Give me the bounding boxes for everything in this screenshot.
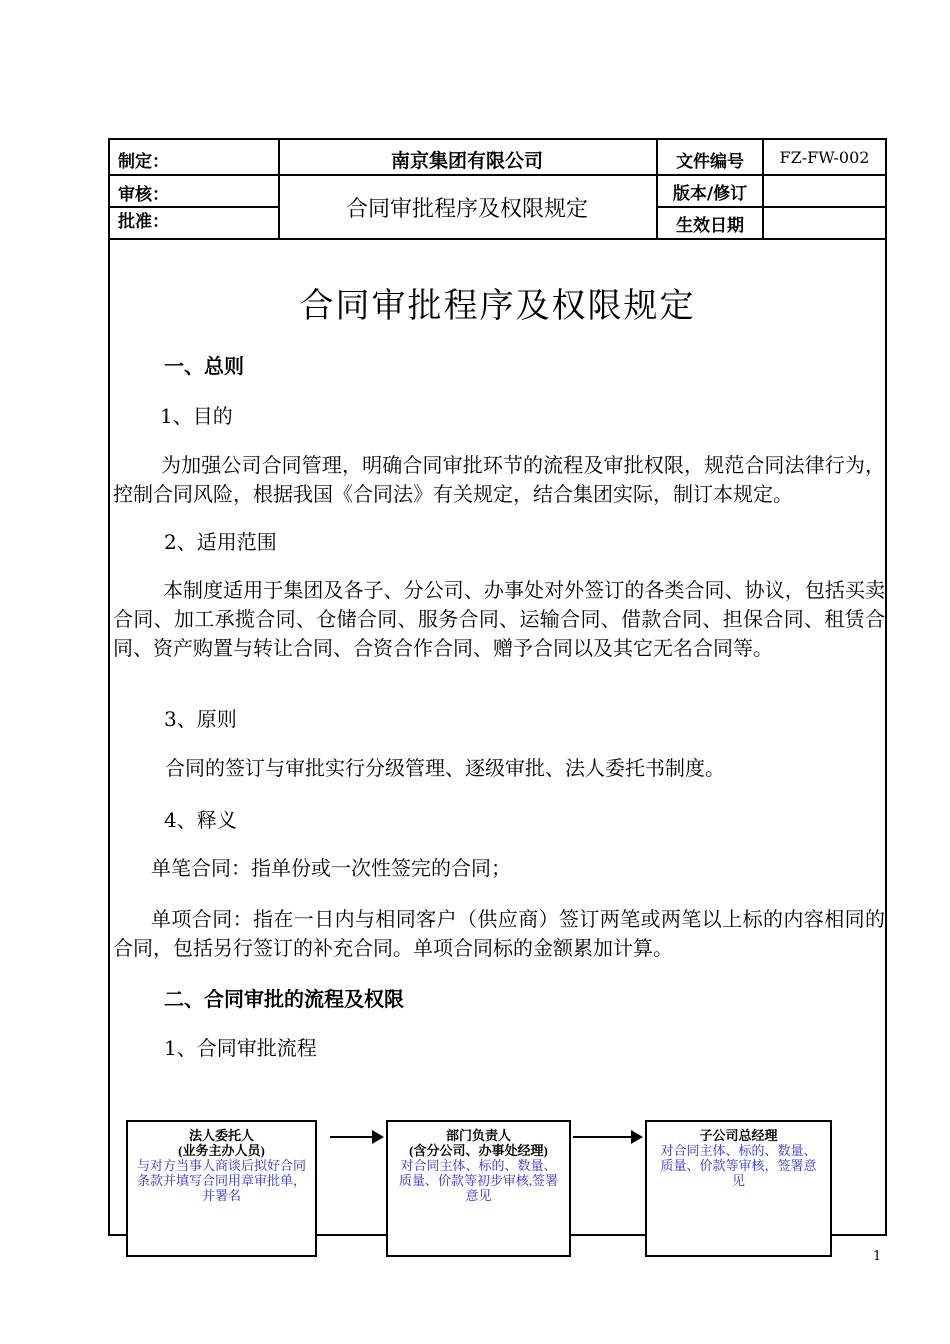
flow-box-subsidiary-gm <box>645 1120 832 1257</box>
flow-box-title: 法人委托人 <box>188 1128 254 1143</box>
divider <box>656 206 885 208</box>
flow-arrow <box>573 1136 641 1138</box>
paragraph: 单项合同：指在一日内与相同客户（供应商）签订两笔或两笔以上标的内容相同的合同，包括另行签订的补充合同。单项合同标的金额累加计算。 <box>113 907 885 960</box>
subsection-heading: 4、释义 <box>164 808 237 832</box>
reviewed-by-label: 审核： <box>118 185 169 205</box>
subsection-heading: 3、原则 <box>164 707 237 731</box>
flow-box-title: 子公司总经理 <box>699 1128 778 1143</box>
effective-date-label: 生效日期 <box>676 216 744 236</box>
divider <box>278 174 656 176</box>
doc-no-label: 文件编号 <box>676 152 744 172</box>
subsection-heading: 2、适用范围 <box>164 530 277 554</box>
section-heading: 一、总则 <box>164 354 244 378</box>
divider <box>656 174 885 176</box>
version-label: 版本/修订 <box>672 184 748 204</box>
flow-box-department-head <box>386 1120 571 1257</box>
flow-box-description: 与对方当事人商谈后拟好合同条款并填写合同用章审批单，并署名 <box>136 1158 306 1203</box>
flow-arrow <box>330 1136 382 1138</box>
paragraph: 单笔合同：指单份或一次性签完的合同； <box>151 856 511 880</box>
flow-box-subtitle: (业务主办人员) <box>178 1143 265 1158</box>
paragraph: 合同的签订与审批实行分级管理、逐级审批、法人委托书制度。 <box>165 756 725 780</box>
flow-box-description: 对合同主体、标的、数量、质量、价款等审核，签署意见 <box>660 1143 817 1188</box>
flow-box-description: 对合同主体、标的、数量、质量、价款等初步审核,签署意见 <box>398 1158 559 1203</box>
approved-by-label: 批准： <box>118 212 169 232</box>
company-name: 南京集团有限公司 <box>390 150 543 172</box>
doc-no-value: FZ-FW-002 <box>779 148 870 167</box>
document-frame <box>108 240 887 1236</box>
paragraph: 为加强公司合同管理，明确合同审批环节的流程及审批权限，规范合同法律行为，控制合同风险，根据我国《合同法》有关规定，结合集团实际，制订本规定。 <box>113 453 885 506</box>
made-by-label: 制定： <box>118 152 169 172</box>
header-table <box>108 138 887 240</box>
document-title: 合同审批程序及权限规定 <box>299 286 696 326</box>
section-heading: 二、合同审批的流程及权限 <box>164 987 404 1011</box>
flow-box-subtitle: (含分公司、办事处经理) <box>409 1143 548 1158</box>
subsection-heading: 1、合同审批流程 <box>164 1036 317 1060</box>
subsection-heading: 1、目的 <box>160 404 233 428</box>
divider <box>110 174 278 176</box>
flow-box-legal-delegate <box>126 1120 317 1257</box>
regulation-title: 合同审批程序及权限规定 <box>345 197 588 222</box>
paragraph: 本制度适用于集团及各子、分公司、办事处对外签订的各类合同、协议，包括买卖合同、加工承揽合同、仓储合同、服务合同、运输合同、借款合同、担保合同、租赁合同、资产购置与转让合同、合资合作合同、赠予合同以及其它无名合同等。 <box>113 578 885 660</box>
page-number: 1 <box>873 1249 882 1264</box>
flow-box-title: 部门负责人 <box>445 1128 511 1143</box>
